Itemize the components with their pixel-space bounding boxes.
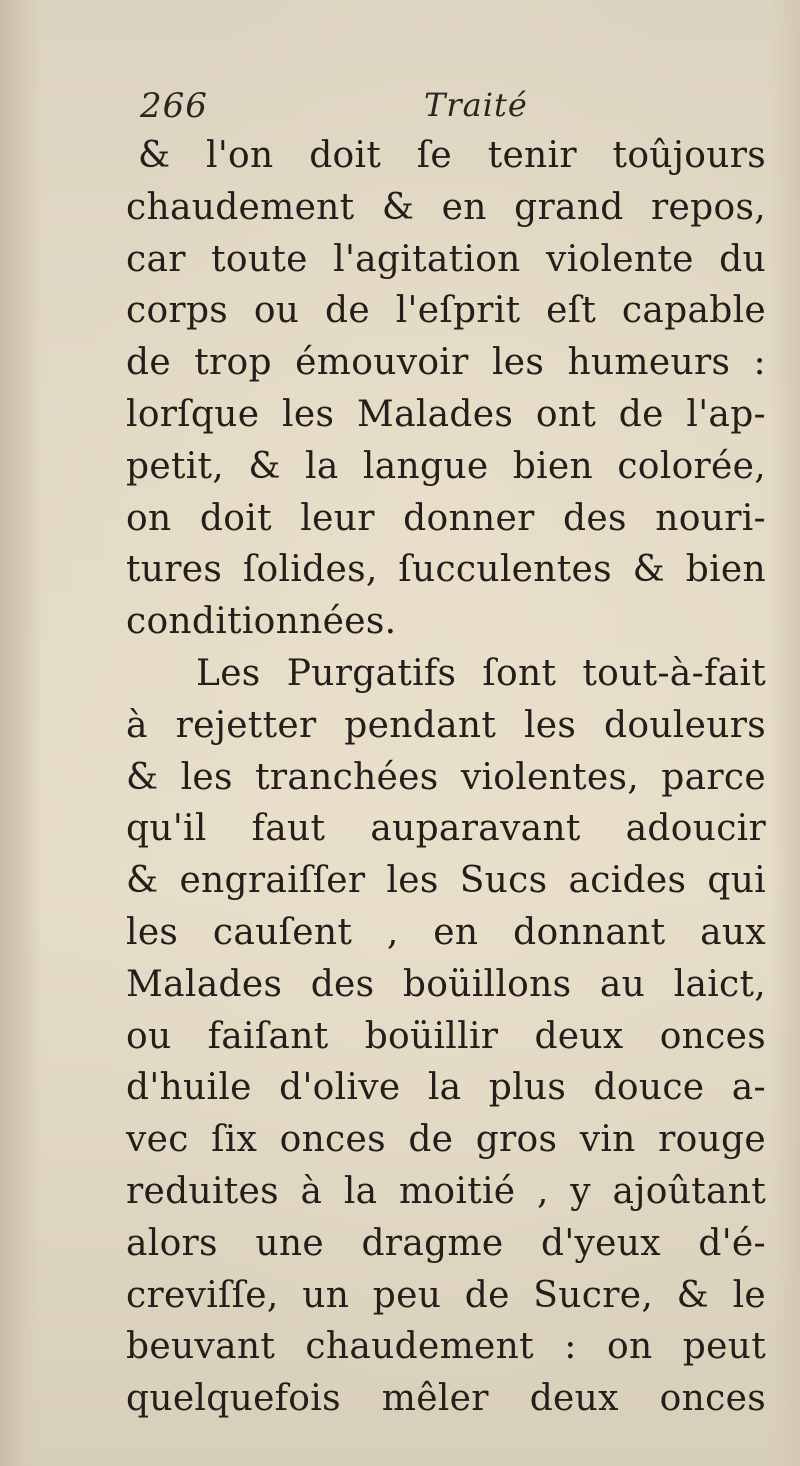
text-line: conditionnées. bbox=[126, 601, 397, 643]
page-header bbox=[140, 86, 760, 130]
text-line: reduites à la moitié , y ajoûtant bbox=[126, 1170, 766, 1212]
text-line: les cauſent , en donnant aux bbox=[126, 911, 766, 953]
text-line: d'huile d'olive la plus douce a- bbox=[126, 1067, 766, 1109]
text-line: qu'il faut auparavant adoucir bbox=[126, 808, 766, 850]
running-title: Traité bbox=[424, 86, 528, 124]
text-line: ou faiſant boüillir deux onces bbox=[126, 1015, 766, 1057]
paragraph-first-line: Les Purgatifs ſont tout-à-fait bbox=[196, 652, 766, 694]
text-line: quelquefois mêler deux onces bbox=[126, 1378, 766, 1420]
text-line: vec ſix onces de gros vin rouge bbox=[126, 1119, 766, 1161]
text-line: & l'on doit ſe tenir toûjours bbox=[138, 135, 766, 176]
page-number: 266 bbox=[140, 86, 208, 126]
text-line: de trop émouvoir les humeurs : bbox=[126, 342, 766, 384]
text-line: car toute l'agitation violente du bbox=[126, 238, 766, 280]
text-line: creviſſe, un peu de Sucre, & le bbox=[126, 1274, 766, 1316]
text-line: lorſque les Malades ont de l'ap- bbox=[126, 393, 766, 435]
text-line: on doit leur donner des nouri- bbox=[126, 497, 766, 539]
text-line: petit, & la langue bien colorée, bbox=[126, 445, 766, 487]
text-line: & engraiſſer les Sucs acides qui bbox=[126, 860, 766, 902]
text-line: à rejetter pendant les douleurs bbox=[126, 704, 766, 746]
text-line: corps ou de l'eſprit eſt capable bbox=[126, 290, 766, 332]
text-line: alors une dragme d'yeux d'é- bbox=[126, 1222, 766, 1264]
text-line: tures ſolides, ſucculentes & bien bbox=[126, 549, 766, 591]
text-line: beuvant chaudement : on peut bbox=[126, 1326, 766, 1368]
page-edge-shadow bbox=[770, 0, 800, 1466]
text-line: Malades des boüillons au laict, bbox=[126, 963, 766, 1005]
body-text bbox=[126, 130, 766, 1425]
text-line: & les tranchées violentes, parce bbox=[126, 756, 766, 798]
text-line: chaudement & en grand repos, bbox=[126, 186, 766, 228]
page-gutter-shadow bbox=[0, 0, 42, 1466]
